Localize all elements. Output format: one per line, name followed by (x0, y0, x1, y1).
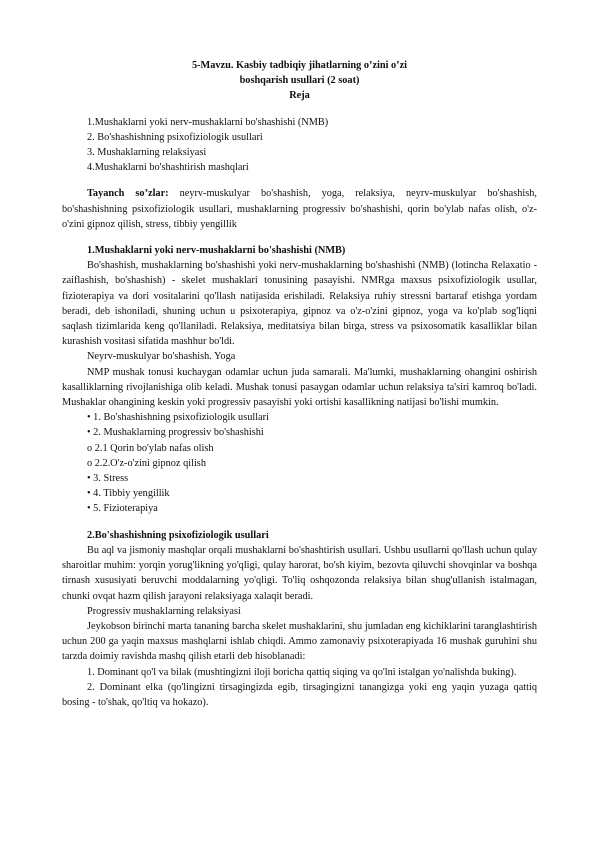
keywords-paragraph (62, 186, 537, 232)
section1-subheading: Neyrv-muskulyar bo'shashish. Yoga (87, 351, 236, 363)
list-item: • 5. Fizioterapiya (87, 503, 158, 515)
list-item: • 1. Bo'shashishning psixofiziologik usullari (87, 412, 269, 424)
list-item: • 2. Mushaklarning progressiv bo'shashishi (87, 427, 264, 439)
section2-subheading: Progressiv mushaklarning relaksiyasi (87, 605, 241, 617)
plan-item: 3. Mushaklarning relaksiyasi (87, 147, 207, 159)
list-item: o 2.1 Qorin bo'ylab nafas olish (87, 442, 214, 454)
section2-paragraph: Bu aql va jismoniy mashqlar orqali mushaklarni bo'shashtirish usullari. Ushbu usullarni qo'llash uchun qulay sharoitlar muhim: yorqin yorug'likning yo'qligi, qulay harorat, bo'sh kiyim, bezovta qiluvchi shovqinlar va boshqa tirnash xususiyati beruvchi moddalarning yo'qligi. To'liq oshqozonda relaksiya bilan shug'ullanish istalmagan, chunki ovqat hazm qilish jarayoni relaksiyaga xalaqit beradi. (62, 544, 537, 602)
plan-title: Reja (289, 90, 310, 102)
section2-paragraph: 2. Dominant elka (qo'lingizni tirsagingizda egib, tirsagingizni tanangizga yoki eng yaqin yuzaga qattiq bosing - to'shak, qo'ltiq va hokazo). (62, 681, 537, 708)
section1-heading: 1.Mushaklarni yoki nerv-mushaklarni bo'shashishi (NMB) (87, 245, 346, 257)
section2-heading: 2.Bo'shashishning psixofiziologik usullari (87, 529, 269, 541)
keywords-label: Tayanch so’zlar: (87, 188, 169, 200)
document-title-line2: boshqarish usullari (2 soat) (239, 75, 360, 87)
plan-item: 4.Mushaklarni bo'shashtirish mashqlari (87, 162, 249, 174)
list-item: o 2.2.O'z-o'zini gipnoz qilish (87, 457, 206, 469)
list-item: • 3. Stress (87, 473, 129, 485)
section2-paragraph: Jeykobson birinchi marta tananing barcha skelet mushaklarini, shu jumladan eng kichiklarini taranglashtirish uchun 200 ga yaqin maxsus mashqlarni ishlab chiqdi. Ammo zamonaviy psixoterapiyada 16 mushak guruhini shu tarzda doimiy ravishda mashq qilish etarli deb hisoblanadi: (62, 620, 537, 663)
section1-paragraph: Bo'shashish, mushaklarning bo'shashishi yoki nerv-mushaklarning bo'shashishi (NMB) (lotincha Relaxatio - zaiflashish, bo'shashish) - skelet mushaklari tonusining pasayishi. NMRga maxsus psixofiziologik usullar, fizioterapiya va dori vositalarini qo'llash natijasida erishiladi. Relaksiya ruhiy stressni bartaraf etishga yordam beradi, deb ishoniladi, shuning uchun u psixoterapiya, gipnoz va o'z-o'zini gipnoz, yoga va ko'plab sog'liqni saqlash tizimlarida keng qo'llaniladi. Relaksiya, meditatsiya bilan birga, stress va psixosomatik kasalliklar bilan kurashish vositasi sifatida mashhur bo'ldi. (62, 260, 537, 348)
plan-item: 1.Mushaklarni yoki nerv-mushaklarni bo'shashishi (NMB) (87, 116, 329, 128)
section2-paragraph: 1. Dominant qo'l va bilak (mushtingizni iloji boricha qattiq siqing va qo'lni istalgan yo'nalishda buking). (87, 666, 517, 678)
document-title-line1: 5-Mavzu. Kasbiy tadbiqiy jihatlarning o’zini o’zi (191, 60, 408, 71)
list-item: • 4. Tibbiy yengillik (87, 488, 170, 500)
section1-paragraph: NMP mushak tonusi kuchaygan odamlar uchun juda samarali. Ma'lumki, mushaklarning ohangini oshirish kasalliklarning rivojlanishiga olib keladi. Mushak tonusi pasaygan odamlar uchun relaksiya ta'siri kamroq bo'ladi. Mushaklar ohangining keskin yoki progressiv pasayishi yoki ortishi kasallikning natijasi bo'lishi mumkin. (62, 366, 537, 409)
plan-item: 2. Bo'shashishning psixofiziologik usullari (87, 131, 263, 143)
document-page (62, 58, 537, 710)
keywords-text: neyrv-muskulyar bo'shashish, yoga, relaksiya, neyrv-muskulyar bo'shashish, bo'shashishning psixofiziologik usullari, mushaklarning progressiv bo'shashishi, qorin bo'ylab nafas olish, o'z-o'zini gipnoz qilish, stress, tibbiy yengillik (62, 188, 537, 230)
